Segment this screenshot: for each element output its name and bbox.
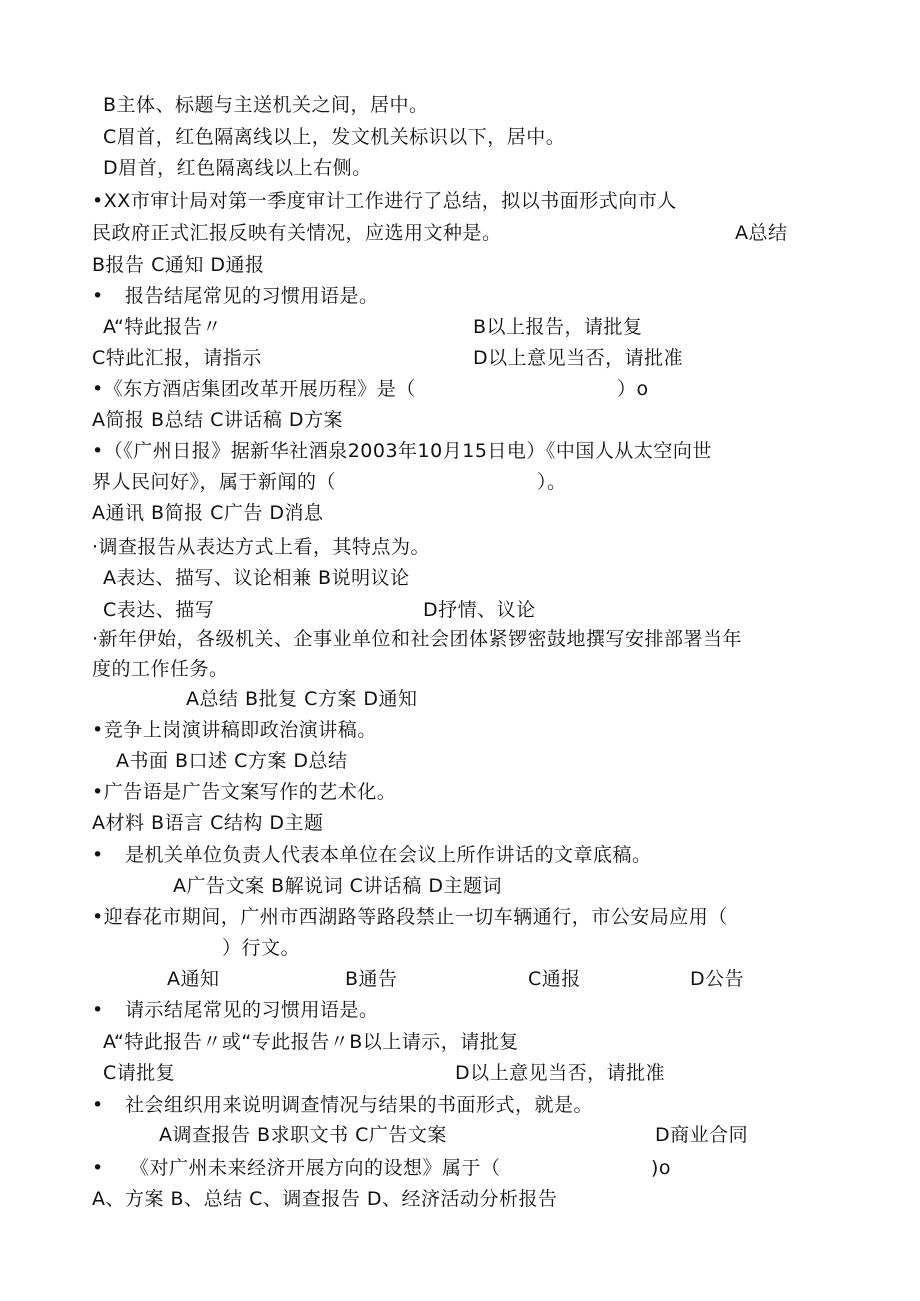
option-line: C通报 [528,968,581,990]
bullet: • [92,844,104,866]
option-line: A广告文案 B解说词 C讲话稿 D主题词 [173,875,503,897]
bullet: • [92,999,104,1021]
option-line: B以上报告，请批复 [473,316,643,338]
question-line: ）行文。 [222,937,301,959]
option-line: A“特此报告〃或“专此报告〃B以上请示，请批复 [103,1031,519,1053]
option-line: D眉首，红色隔离线以上右侧。 [103,157,372,179]
question-line: 是机关单位负责人代表本单位在会议上所作讲话的文章底稿。 [125,844,652,866]
question-line: ）o [617,378,649,400]
question-line: 《对广州未来经济开展方向的设想》属于（ [130,1157,501,1179]
question-line: •（《广州日报》据新华社酒泉2003年10月15日电）《中国人从太空向世 [92,440,712,462]
question-line: •《东方酒店集团改革开展历程》是（ [92,378,416,400]
option-line: A通知 [167,968,220,990]
question-line: 社会组织用来说明调查情况与结果的书面形式，就是。 [125,1094,594,1116]
question-line: ）。 [537,471,567,493]
option-line: C表达、描写 [103,599,215,621]
question-line: ·调查报告从表达方式上看，其特点为。 [92,536,431,558]
option-line: A、方案 B、总结 C、调查报告 D、经济活动分析报告 [92,1188,558,1210]
question-line: )o [651,1157,672,1179]
question-line: ·新年伊始，各级机关、企事业单位和社会团体紧锣密鼓地撰写安排部署当年 [92,628,743,650]
bullet: • [92,285,104,307]
option-line: A简报 B总结 C讲话稿 D方案 [92,409,344,431]
option-line: D商业合同 [655,1124,749,1146]
question-line: •XX市审计局对第一季度审计工作进行了总结，拟以书面形式向市人 [92,190,677,212]
option-line: A总结 B批复 C方案 D通知 [186,688,418,710]
option-line: D以上意见当否，请批准 [473,347,684,369]
option-line: B主体、标题与主送机关之间，居中。 [103,94,429,116]
question-line: 请示结尾常见的习惯用语是。 [125,999,379,1021]
option-line: C特此汇报，请指示 [92,347,262,369]
option-line: A材料 B语言 C结构 D主题 [92,812,324,834]
option-line: D公告 [690,968,745,990]
question-line: 民政府正式汇报反映有关情况，应选用文种是。 [92,222,502,244]
option-line: B报告 C通知 D通报 [92,254,265,276]
question-line: •迎春花市期间，广州市西湖路等路段禁止一切车辆通行，市公安局应用（ [92,906,728,928]
option-line: D抒情、议论 [423,599,536,621]
option-line: B通告 [345,968,398,990]
option-line: C请批复 [103,1062,176,1084]
option-line: A表达、描写、议论相兼 B说明议论 [103,567,410,589]
bullet: • [92,1094,104,1116]
option-line: D以上意见当否，请批准 [455,1062,666,1084]
bullet: • [92,1157,104,1179]
question-line: 度的工作任务。 [92,658,229,680]
question-line: 界人民问好》，属于新闻的（ [92,471,337,493]
question-line: •竞争上岗演讲稿即政治演讲稿。 [92,719,377,741]
question-line: 报告结尾常见的习惯用语是。 [125,285,379,307]
option-line: A“特此报告〃 [103,316,222,338]
option-line: A总结 [735,222,788,244]
option-line: C眉首，红色隔离线以上，发文机关标识以下，居中。 [103,126,566,148]
option-line: A书面 B口述 C方案 D总结 [116,750,348,772]
option-line: A通讯 B简报 C广告 D消息 [92,502,324,524]
option-line: A调查报告 B求职文书 C广告文案 [159,1124,447,1146]
question-line: •广告语是广告文案写作的艺术化。 [92,781,397,803]
